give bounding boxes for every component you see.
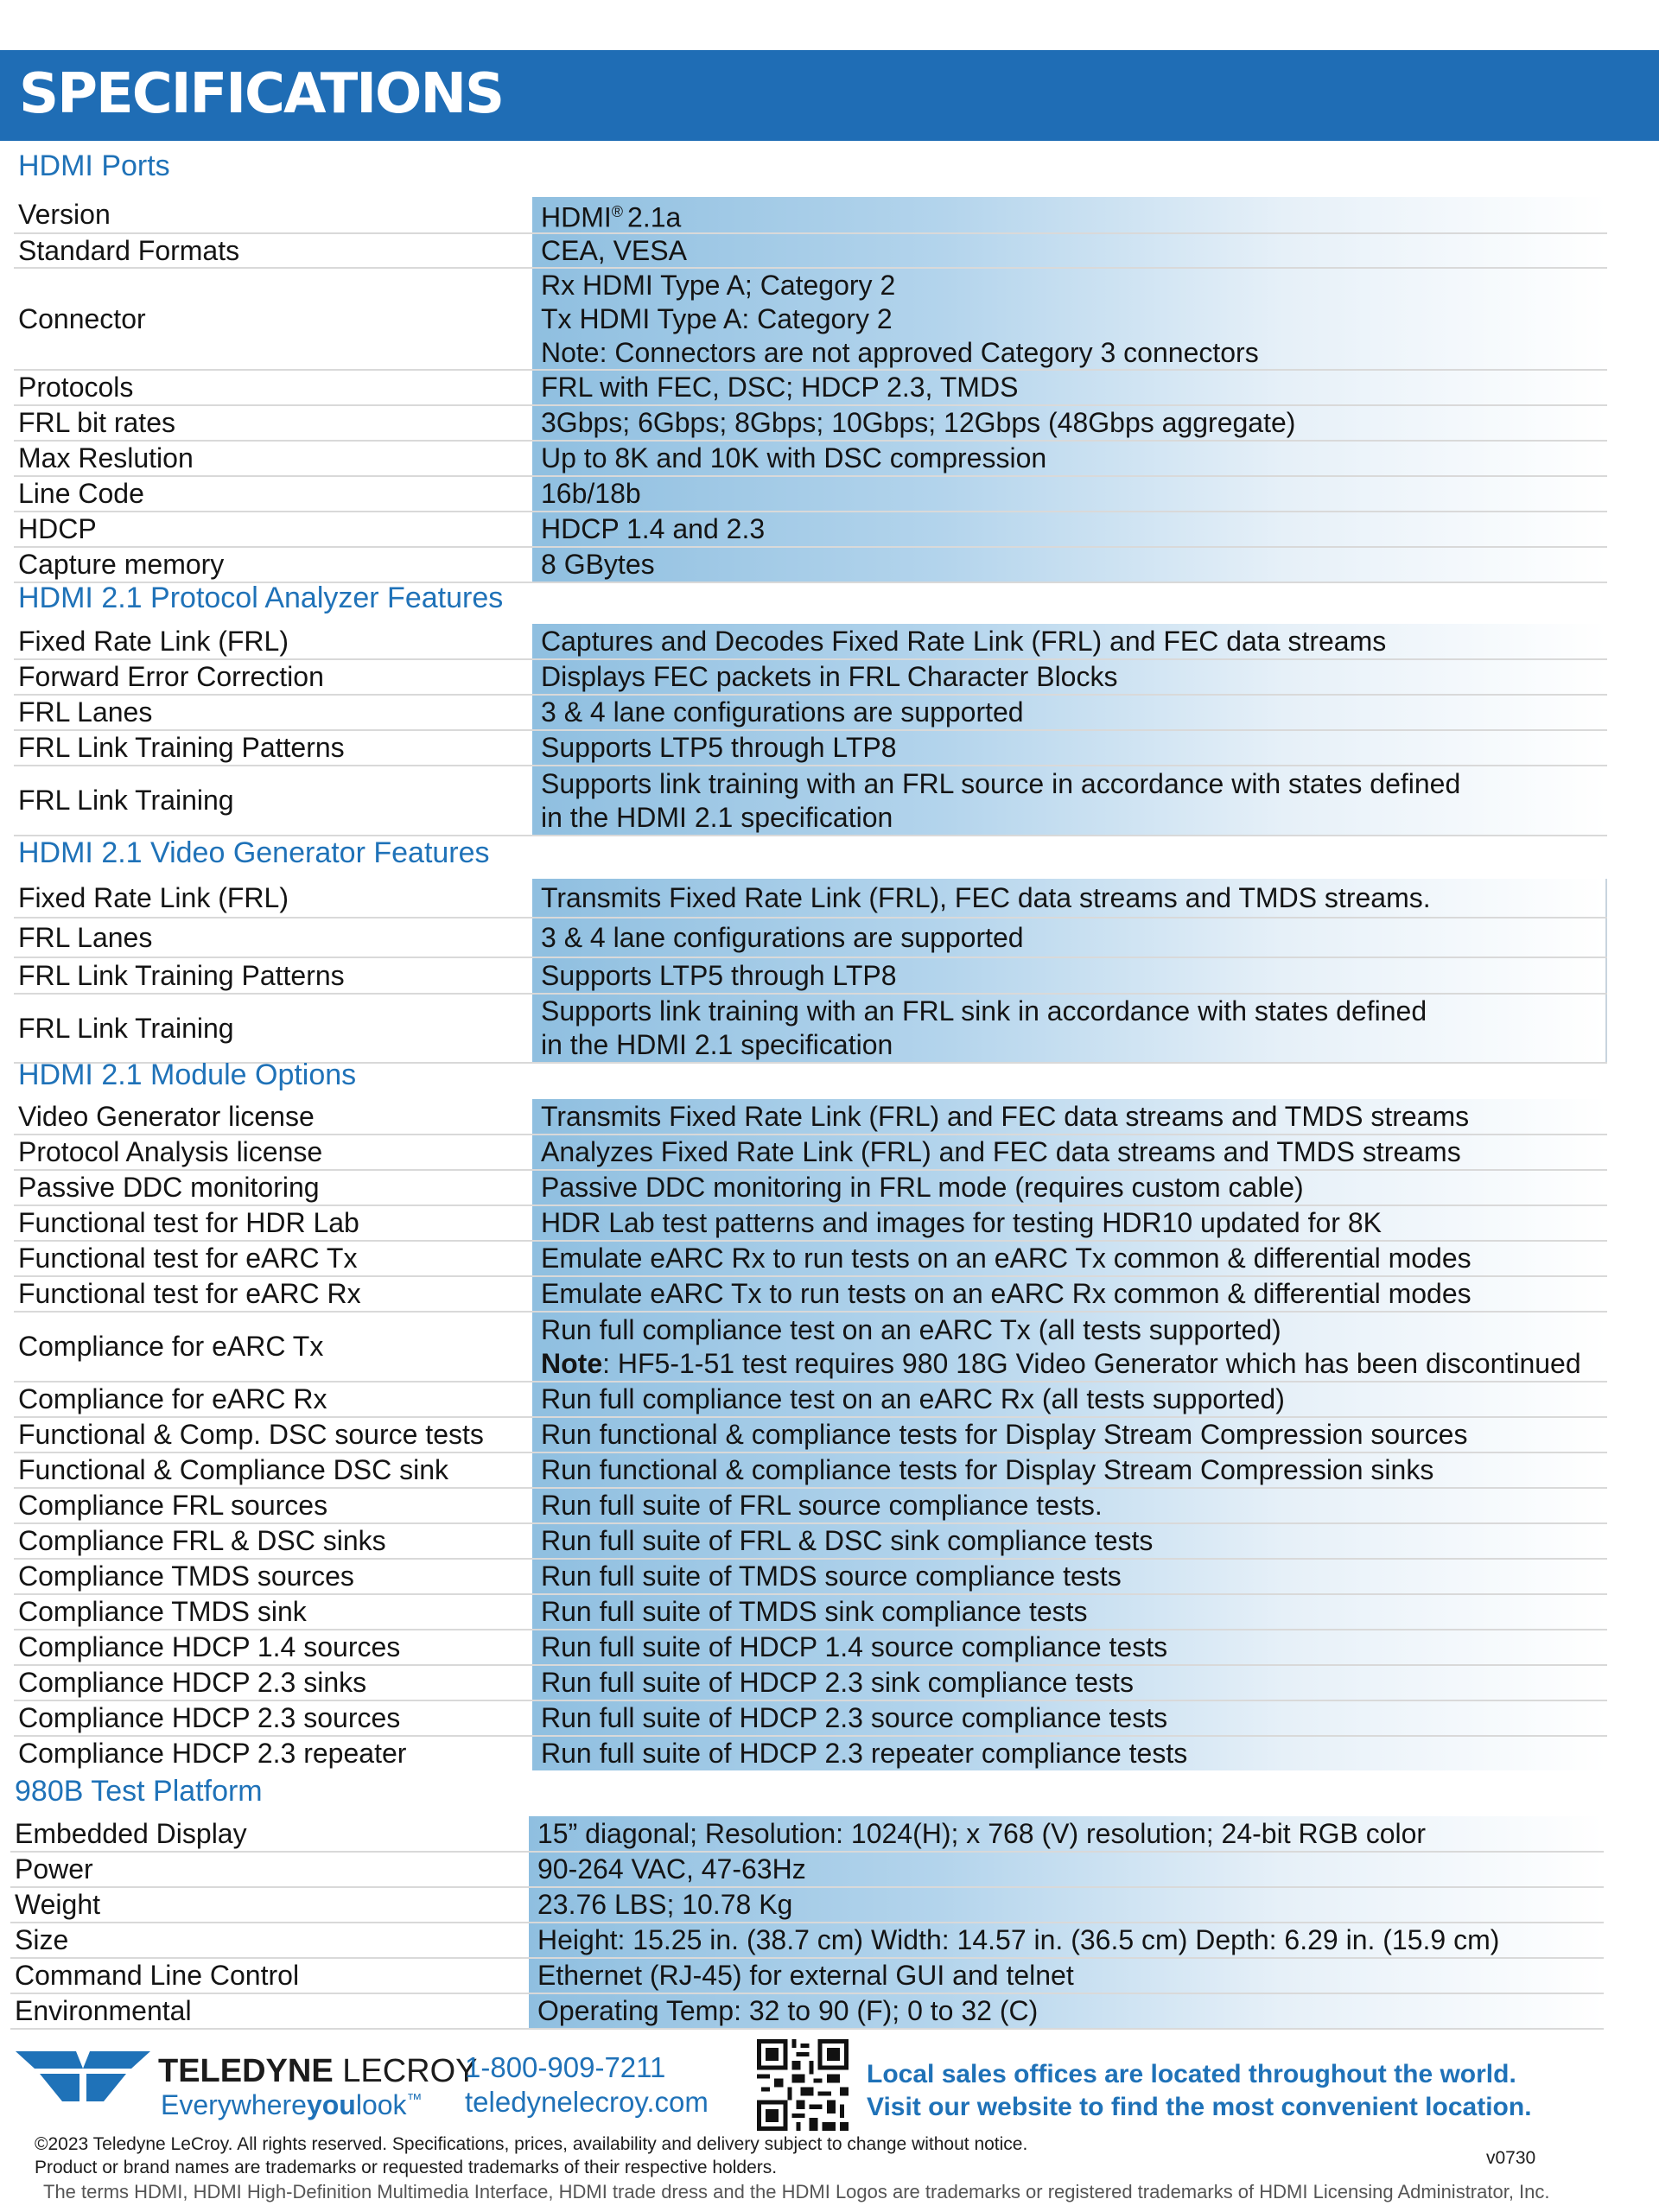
spec-label: Line Code xyxy=(18,478,144,509)
spec-label: Version xyxy=(18,199,111,230)
spec-value: Run full suite of FRL & DSC sink compliance tests xyxy=(532,1524,1607,1558)
spec-value: Emulate eARC Rx to run tests on an eARC Tx common & differential modes xyxy=(532,1242,1607,1275)
spec-label: Compliance HDCP 2.3 sinks xyxy=(18,1667,367,1698)
spec-row-earc-rx-compliance xyxy=(14,1382,1607,1418)
spec-label: Standard Formats xyxy=(18,234,240,266)
spec-value: Run full compliance test on an eARC Rx (all tests supported) xyxy=(532,1382,1607,1416)
page-title: SPECIFICATIONS xyxy=(19,62,504,126)
spec-label: Forward Error Correction xyxy=(18,661,324,692)
spec-label: FRL Lanes xyxy=(18,921,153,953)
spec-value: Emulate eARC Tx to run tests on an eARC Rx common & differential modes xyxy=(532,1277,1607,1311)
spec-row-line-code xyxy=(14,477,1607,512)
spec-label: Video Generator license xyxy=(18,1100,315,1132)
spec-row-dsc-source xyxy=(14,1418,1607,1453)
spec-row-frl-sources xyxy=(14,1489,1607,1524)
section-title: HDMI 2.1 Module Options xyxy=(18,1058,357,1091)
spec-label: Compliance for eARC Rx xyxy=(18,1383,327,1414)
spec-label: Capture memory xyxy=(18,549,225,580)
spec-value: Run functional & compliance tests for Display Stream Compression sources xyxy=(532,1418,1607,1452)
spec-value: Up to 8K and 10K with DSC compression xyxy=(532,442,1607,475)
website-link[interactable]: teledynelecroy.com xyxy=(465,2086,709,2118)
spec-label: Fixed Rate Link (FRL) xyxy=(18,625,289,657)
spec-value: Transmits Fixed Rate Link (FRL) and FEC data streams and TMDS streams xyxy=(532,1099,1607,1134)
spec-label: HDCP xyxy=(18,513,97,544)
spec-label: Functional test for eARC Tx xyxy=(18,1243,358,1274)
spec-value: Operating Temp: 32 to 90 (F); 0 to 32 (C) xyxy=(529,1994,1604,2028)
spec-row-frl-link-training-patterns xyxy=(14,731,1607,766)
spec-value: 15” diagonal; Resolution: 1024(H); x 768 (V) resolution; 24-bit RGB color xyxy=(529,1816,1604,1851)
spec-value: FRL with FEC, DSC; HDCP 2.3, TMDS xyxy=(532,371,1607,404)
spec-label: Functional test for HDR Lab xyxy=(18,1207,359,1238)
sales-offices-notice: Local sales offices are located throughout the world. Visit our website to find the most convenient location. xyxy=(867,2060,1532,2121)
spec-row-hdcp14-sources xyxy=(14,1630,1607,1666)
spec-row-tmds-sources xyxy=(14,1560,1607,1595)
teledyne-logo-icon xyxy=(16,2051,150,2103)
spec-label: Protocols xyxy=(18,372,134,403)
spec-value: Run functional & compliance tests for Display Stream Compression sinks xyxy=(532,1453,1607,1487)
spec-label: Connector xyxy=(18,302,146,334)
spec-label: Compliance FRL sources xyxy=(18,1490,328,1521)
spec-value: Supports link training with an FRL sink in accordance with states defined in the HDMI 2.1 specification xyxy=(532,995,1607,1062)
spec-value: Run full suite of TMDS source compliance tests xyxy=(532,1560,1607,1593)
spec-value: Run full suite of FRL source compliance tests. xyxy=(532,1489,1607,1522)
spec-value: 3Gbps; 6Gbps; 8Gbps; 10Gbps; 12Gbps (48Gbps aggregate) xyxy=(532,406,1607,440)
spec-label: Compliance TMDS sources xyxy=(18,1560,354,1592)
spec-row-hdr-lab xyxy=(14,1206,1607,1242)
spec-row-standard-formats xyxy=(14,234,1607,269)
spec-value: Run full suite of TMDS sink compliance tests xyxy=(532,1595,1607,1629)
footer xyxy=(0,2031,1659,2212)
section-hdmi-ports xyxy=(14,143,1607,583)
spec-label: FRL Link Training Patterns xyxy=(18,732,345,763)
spec-label: Embedded Display xyxy=(15,1817,247,1849)
spec-value: 3 & 4 lane configurations are supported xyxy=(532,696,1607,729)
spec-row-frl-lanes xyxy=(14,918,1607,958)
spec-row-video-generator-license xyxy=(14,1099,1607,1135)
spec-value: 8 GBytes xyxy=(532,548,1607,582)
spec-row-size xyxy=(10,1923,1604,1959)
spec-label: Protocol Analysis license xyxy=(18,1136,323,1167)
specifications-banner xyxy=(0,50,1659,141)
spec-value: Supports LTP5 through LTP8 xyxy=(532,731,1607,765)
spec-value: Supports LTP5 through LTP8 xyxy=(532,958,1607,993)
spec-label: Weight xyxy=(15,1889,101,1920)
spec-row-protocols xyxy=(14,371,1607,406)
spec-value: Analyzes Fixed Rate Link (FRL) and FEC data streams and TMDS streams xyxy=(532,1135,1607,1169)
spec-row-frl-link-training xyxy=(14,766,1607,836)
section-title: HDMI 2.1 Video Generator Features xyxy=(18,836,490,869)
qr-code-icon[interactable] xyxy=(757,2039,849,2131)
spec-value: Height: 15.25 in. (38.7 cm) Width: 14.57 in. (36.5 cm) Depth: 6.29 in. (15.9 cm) xyxy=(529,1923,1604,1957)
spec-row-weight xyxy=(10,1888,1604,1923)
spec-row-fixed-rate-link xyxy=(14,624,1607,660)
spec-label: Size xyxy=(15,1924,69,1955)
spec-row-frl-link-training-patterns xyxy=(14,958,1607,995)
section-protocol-analyzer xyxy=(14,575,1607,836)
spec-label: FRL Link Training xyxy=(18,1012,234,1044)
spec-label: Max Reslution xyxy=(18,442,194,474)
spec-label: FRL bit rates xyxy=(18,407,175,438)
section-video-generator xyxy=(14,830,1607,1064)
spec-label: Compliance for eARC Tx xyxy=(18,1331,324,1362)
spec-value: Captures and Decodes Fixed Rate Link (FRL) and FEC data streams xyxy=(532,624,1607,658)
spec-row-embedded-display xyxy=(10,1816,1604,1853)
spec-label: Compliance HDCP 2.3 sources xyxy=(18,1702,401,1733)
spec-row-dsc-sink xyxy=(14,1453,1607,1489)
trademark-notice: The terms HDMI, HDMI High-Definition Multimedia Interface, HDMI trade dress and the HDMI Logos are trademarks or registered trademarks of HDMI Licensing Administrator, Inc. xyxy=(43,2181,1550,2202)
spec-value: 16b/18b xyxy=(532,477,1607,511)
spec-value: Passive DDC monitoring in FRL mode (requires custom cable) xyxy=(532,1171,1607,1205)
spec-row-hdcp23-sources xyxy=(14,1701,1607,1737)
brand-name: TELEDYNE LECROY xyxy=(158,2053,478,2089)
spec-label: Compliance FRL & DSC sinks xyxy=(18,1525,386,1556)
phone-number[interactable]: 1-800-909-7211 xyxy=(465,2051,666,2083)
spec-value: 90-264 VAC, 47-63Hz xyxy=(529,1853,1604,1886)
spec-row-passive-ddc xyxy=(14,1171,1607,1206)
spec-row-protocol-analysis-license xyxy=(14,1135,1607,1171)
spec-value: Run full suite of HDCP 2.3 source compliance tests xyxy=(532,1701,1607,1735)
spec-value: HDMI® 2.1a xyxy=(532,197,1607,232)
spec-value: Run full compliance test on an eARC Tx (all tests supported) Note: HF5-1-51 test requires 980 18G Video Generator which has been discontinued xyxy=(532,1313,1607,1381)
spec-label: Functional & Compliance DSC sink xyxy=(18,1454,448,1485)
copyright-notice: ©2023 Teledyne LeCroy. All rights reserved. Specifications, prices, availability and delivery subject to change without notice. Product or brand names are trademarks or requested trademarks of their respective holders. xyxy=(35,2134,1028,2177)
spec-row-fixed-rate-link xyxy=(14,879,1607,918)
spec-row-power xyxy=(10,1853,1604,1888)
spec-value: Run full suite of HDCP 1.4 source compliance tests xyxy=(532,1630,1607,1664)
spec-row-tmds-sink xyxy=(14,1595,1607,1630)
spec-value: HDR Lab test patterns and images for testing HDR10 updated for 8K xyxy=(532,1206,1607,1240)
spec-value: Run full suite of HDCP 2.3 repeater compliance tests xyxy=(532,1737,1607,1770)
spec-value: Displays FEC packets in FRL Character Blocks xyxy=(532,660,1607,694)
spec-value: Run full suite of HDCP 2.3 sink compliance tests xyxy=(532,1666,1607,1700)
spec-row-environmental xyxy=(10,1994,1604,2030)
spec-row-forward-error-correction xyxy=(14,660,1607,696)
spec-row-earc-rx-functional xyxy=(14,1277,1607,1313)
spec-value: 23.76 LBS; 10.78 Kg xyxy=(529,1888,1604,1922)
spec-label: Environmental xyxy=(15,1995,192,2026)
section-module-options xyxy=(14,1052,1607,1770)
spec-label: FRL Lanes xyxy=(18,696,153,728)
spec-row-frl-bit-rates xyxy=(14,406,1607,442)
spec-row-earc-tx-compliance xyxy=(14,1313,1607,1382)
spec-label: Power xyxy=(15,1853,93,1885)
spec-row-max-resolution xyxy=(14,442,1607,477)
version-code: v0730 xyxy=(1486,2148,1536,2168)
spec-label: Compliance HDCP 2.3 repeater xyxy=(18,1738,407,1769)
spec-value: Ethernet (RJ-45) for external GUI and telnet xyxy=(529,1959,1604,1993)
spec-label: Compliance TMDS sink xyxy=(18,1596,307,1627)
spec-row-version xyxy=(14,197,1607,234)
spec-label: Command Line Control xyxy=(15,1960,300,1991)
spec-value: Rx HDMI Type A; Category 2 Tx HDMI Type A: Category 2 Note: Connectors are not approved Category 3 connectors xyxy=(532,269,1607,369)
spec-row-command-line-control xyxy=(10,1959,1604,1994)
section-title: 980B Test Platform xyxy=(15,1775,263,1808)
spec-label: Passive DDC monitoring xyxy=(18,1172,320,1203)
section-title: HDMI 2.1 Protocol Analyzer Features xyxy=(18,582,504,614)
spec-label: FRL Link Training Patterns xyxy=(18,959,345,991)
spec-label: Functional & Comp. DSC source tests xyxy=(18,1419,484,1450)
spec-row-frl-dsc-sinks xyxy=(14,1524,1607,1560)
spec-label: Compliance HDCP 1.4 sources xyxy=(18,1631,401,1662)
spec-value: HDCP 1.4 and 2.3 xyxy=(532,512,1607,546)
spec-row-earc-tx-functional xyxy=(14,1242,1607,1277)
spec-label: Functional test for eARC Rx xyxy=(18,1278,361,1309)
spec-row-hdcp xyxy=(14,512,1607,548)
spec-row-hdcp23-repeater xyxy=(14,1737,1607,1770)
spec-row-connector xyxy=(14,269,1607,371)
spec-value: CEA, VESA xyxy=(532,234,1607,267)
spec-label: Fixed Rate Link (FRL) xyxy=(18,881,289,913)
section-test-platform xyxy=(10,1768,1604,2030)
spec-row-hdcp23-sinks xyxy=(14,1666,1607,1701)
spec-value: Transmits Fixed Rate Link (FRL), FEC data streams and TMDS streams. xyxy=(532,879,1607,917)
brand-tagline: Everywhereyoulook™ xyxy=(161,2089,423,2120)
section-title: HDMI Ports xyxy=(18,149,170,182)
spec-value: Supports link training with an FRL source in accordance with states defined in the HDMI 2.1 specification xyxy=(532,766,1607,835)
spec-row-frl-lanes xyxy=(14,696,1607,731)
spec-label: FRL Link Training xyxy=(18,785,234,816)
spec-value: 3 & 4 lane configurations are supported xyxy=(532,918,1607,957)
